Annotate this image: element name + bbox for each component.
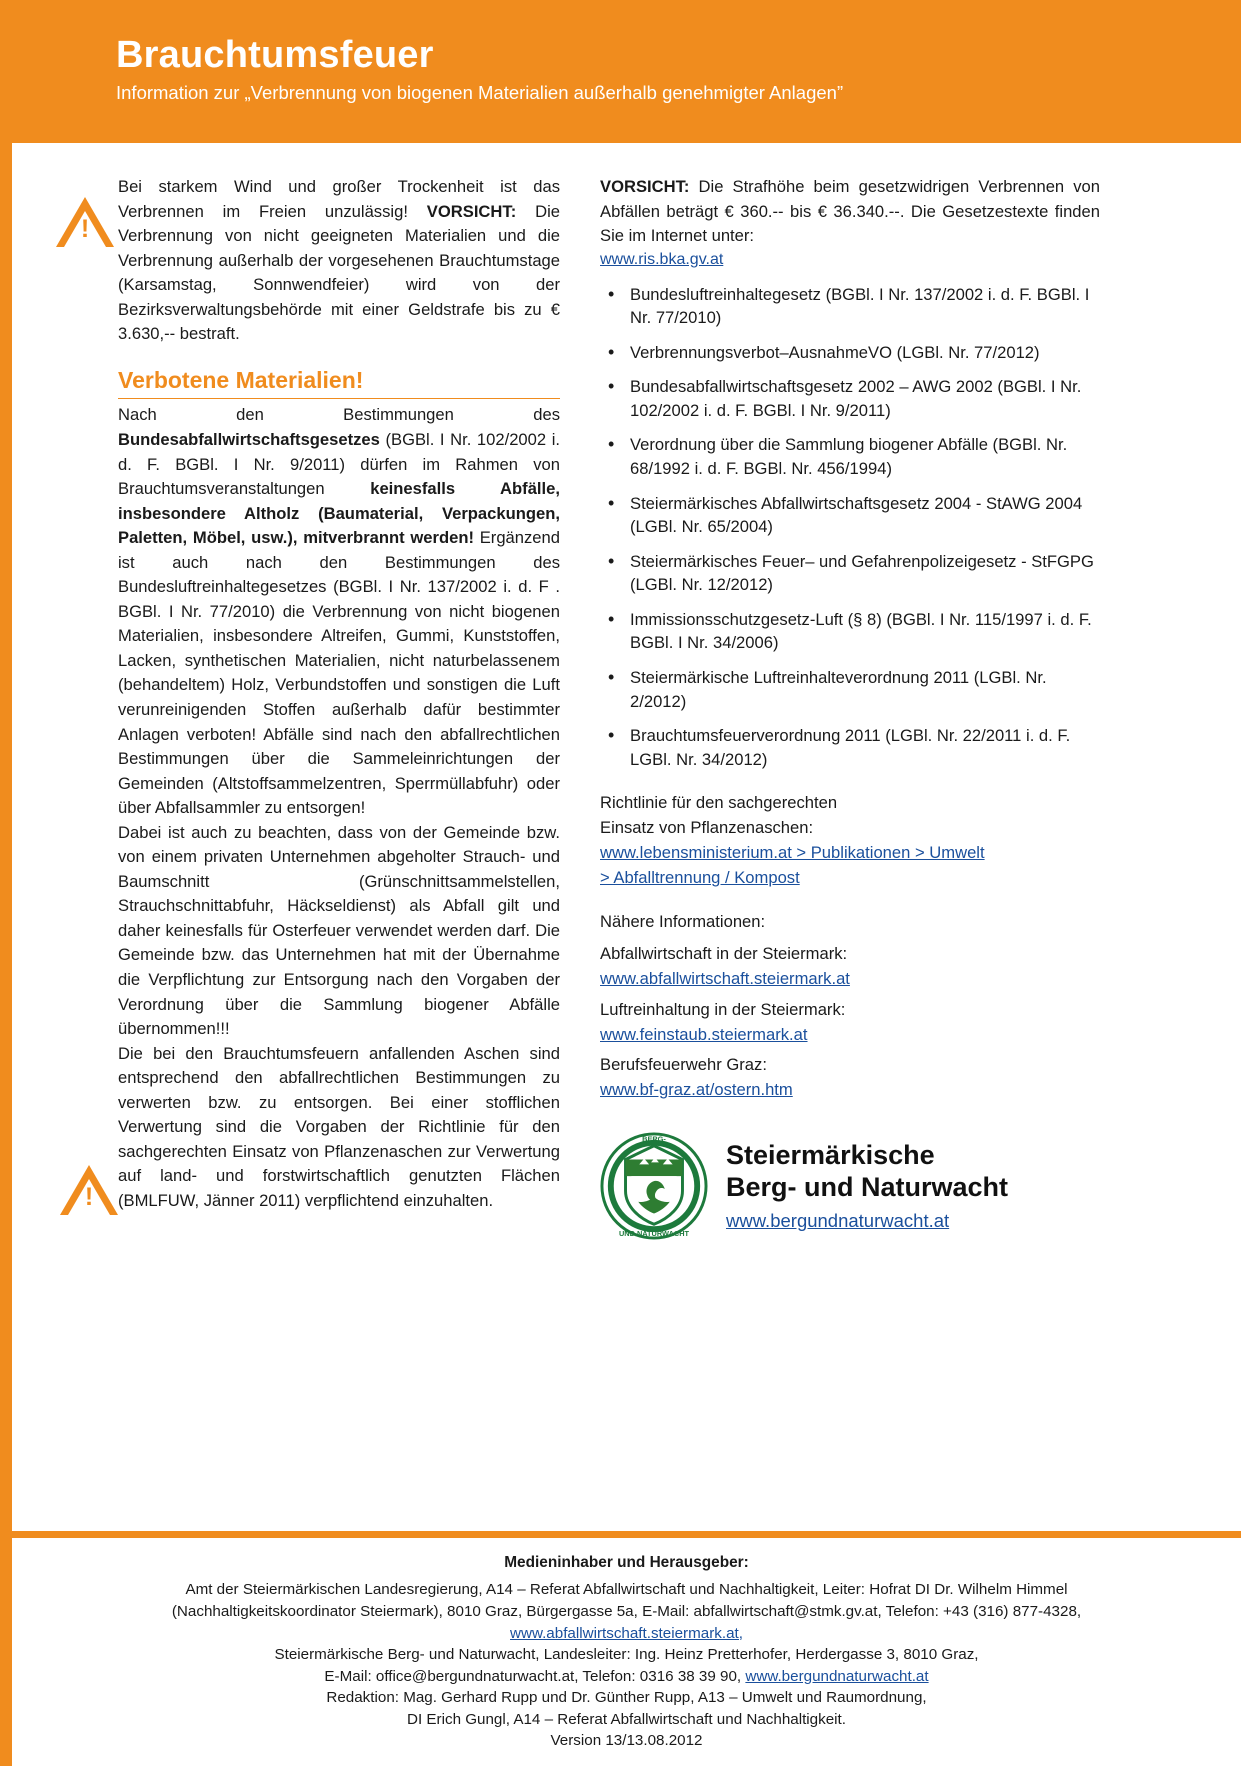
info-label-abfallwirtschaft: Abfallwirtschaft in der Steiermark:	[600, 944, 848, 964]
footer-link-bergundnaturwacht[interactable]: www.bergundnaturwacht.at	[745, 1667, 929, 1685]
page-title: Brauchtumsfeuer	[116, 34, 434, 76]
paragraph-gruenschnitt: Dabei ist auch zu beachten, dass von der Gemeinde bzw. von einem privaten Unternehmen abgeholter Strauch- und Baumschnitt (Grünschnittsammelstellen, Strauchschnittabfuhr, Häckseldienst) als Abfall gilt und daher keinesfalls für Osterfeuer verwendet werden darf. Die Gemeinde bzw. das Unternehmen hat mit der Übernahme die Verpflichtung zur Entsorgung nach den Vorgaben der Verordnung über die Sammlung biogener Abfälle übernommen!!!	[118, 822, 560, 1039]
warning-triangle-icon-bottom: !	[60, 1165, 120, 1219]
list-item: • Immissionsschutzgesetz-Luft (§ 8) (BGBl. I Nr. 115/1997 i. d. F. BGBl. I Nr. 34/2006)	[600, 608, 1100, 655]
para1-bold-1: Bundesabfallwirtschaftsgesetzes	[118, 429, 380, 449]
footer-line-4: Steiermärkische Berg- und Naturwacht, Landesleiter: Ing. Heinz Pretterhofer, Herdergasse 3, 8010 Graz,	[274, 1646, 979, 1664]
vorsicht-label-left: VORSICHT:	[426, 201, 517, 221]
warning-triangle-icon: !	[56, 197, 116, 251]
document-footer	[12, 1531, 1241, 1766]
footer-line-1: Amt der Steiermärkischen Landesregierung, A14 – Referat Abfallwirtschaft und Nachhaltigkeit, Leiter: Hofrat DI Dr. Wilhelm Himmel	[185, 1581, 1068, 1599]
list-item: • Verbrennungsverbot–AusnahmeVO (LGBl. Nr. 77/2012)	[600, 341, 1100, 365]
intro-text-1: Bei starkem Wind und großer Trockenheit ist das Verbrennen im Freien unzulässig!	[118, 177, 560, 221]
guideline-line-1: Richtlinie für den sachgerechten	[600, 793, 838, 813]
link-ris-bka[interactable]: www.ris.bka.gv.at	[600, 250, 724, 268]
footer-line-2: (Nachhaltigkeitskoordinator Steiermark), 8010 Graz, Bürgergasse 5a, E-Mail: abfallwirtschaft@stmk.gv.at, Telefon: +43 (316) 877-4328,	[171, 1602, 1082, 1620]
law-list	[600, 283, 1100, 772]
info-label-luftreinhaltung: Luftreinhaltung in der Steiermark:	[600, 999, 846, 1019]
right-column	[600, 175, 1100, 1240]
footer-line-3	[72, 1623, 1181, 1645]
intro-text-2: Die Verbrennung von nicht geeigneten Materialien und die Verbrennung außerhalb der vorgesehenen Brauchtumstage (Karsamstag, Sonnwendfeier) wird von der Bezirksverwaltungsbehörde mit einer Geldstrafe bis zu € 3.630,-- bestraft.	[118, 201, 560, 344]
link-abfallwirtschaft-steiermark[interactable]: www.abfallwirtschaft.steiermark.at	[600, 969, 850, 989]
organization-logo-row	[600, 1132, 1100, 1240]
organization-name-line2: Berg- und Naturwacht	[726, 1172, 1009, 1203]
strafhoehe-text: Die Strafhöhe beim gesetzwidrigen Verbrennen von Abfällen beträgt € 360.-- bis € 36.340.--. Die Gesetzestexte finden Sie im Internet unter:	[600, 177, 1100, 246]
footer-link-abfallwirtschaft[interactable]: www.abfallwirtschaft.steiermark.at,	[510, 1624, 743, 1642]
section-heading-verbotene-materialien: Verbotene Materialien!	[118, 367, 560, 400]
list-item: • Steiermärkische Luftreinhalteverordnung 2011 (LGBl. Nr. 2/2012)	[600, 666, 1100, 713]
para1-bold-2: keinesfalls Abfälle, insbesondere Altholz (Baumaterial, Verpackungen, Paletten, Möbel, usw.), mitverbrannt werden!	[118, 479, 560, 548]
list-item: • Bundesluftreinhaltegesetz (BGBl. I Nr. 137/2002 i. d. F. BGBl. I Nr. 77/2010)	[600, 283, 1100, 330]
berg-und-naturwacht-logo-icon	[600, 1132, 708, 1240]
footer-line-6: Redaktion: Mag. Gerhard Rupp und Dr. Günther Rupp, A13 – Umwelt und Raumordnung,	[326, 1689, 927, 1707]
list-item: • Verordnung über die Sammlung biogener Abfälle (BGBl. Nr. 68/1992 i. d. F. BGBl. Nr. 456/1994)	[600, 433, 1100, 480]
vorsicht-label-right: VORSICHT:	[600, 177, 690, 196]
content-columns	[12, 143, 1241, 1240]
svg-text:UND NATURWACHT: UND NATURWACHT	[618, 1228, 690, 1238]
organization-name	[726, 1139, 1008, 1233]
svg-text:BERG-: BERG-	[642, 1134, 666, 1144]
page-subtitle: Information zur „Verbrennung von biogenen Materialien außerhalb genehmigter Anlagen”	[116, 81, 844, 103]
intro-paragraph	[118, 175, 560, 347]
guideline-line-2: Einsatz von Pflanzenaschen:	[600, 818, 814, 838]
link-feinstaub-steiermark[interactable]: www.feinstaub.steiermark.at	[600, 1024, 808, 1044]
link-bergundnaturwacht[interactable]: www.bergundnaturwacht.at	[726, 1210, 950, 1232]
footer-line-5-text: E-Mail: office@bergundnaturwacht.at, Telefon: 0316 38 39 90,	[324, 1667, 746, 1685]
para1-part-e: Ergänzend ist auch nach den Bestimmungen des Bundesluftreinhaltegesetzes (BGBl. I Nr. 137/2002 i. d. F . BGBl. I Nr. 77/2010) die Verbrennung von nicht biogenen Materialien, insbesondere Altreifen, Gummi, Kunststoffen, Lacken, synthetischen Materialien, nicht naturbelassenem (behandeltem) Holz, Verbundstoffen und sonstigen die Luft verunreinigenden Stoffen außerhalb dafür bestimmter Anlagen verboten! Abfälle sind nach den abfallrechtlichen Bestimmungen über die Sammeleinrichtungen der Gemeinden (Altstoffsammelzentren, Sperrmüllabfuhr) oder über Abfallsammler zu entsorgen!	[118, 528, 560, 818]
organization-name-line1: Steiermärkische	[726, 1139, 935, 1170]
para1-part-a: Nach den Bestimmungen des	[118, 405, 560, 425]
document-header	[12, 0, 1241, 143]
footer-heading: Medieninhaber und Herausgeber:	[504, 1554, 749, 1572]
paragraph-bundesabfallwirtschaftsgesetz	[118, 403, 560, 820]
list-item: • Steiermärkisches Abfallwirtschaftsgesetz 2004 - StAWG 2004 (LGBl. Nr. 65/2004)	[600, 492, 1100, 539]
link-lebensministerium[interactable]: www.lebensministerium.at > Publikationen > Umwelt	[600, 843, 985, 863]
info-heading: Nähere Informationen:	[600, 912, 766, 932]
footer-version: Version 13/13.08.2012	[550, 1732, 703, 1750]
guideline-block	[600, 791, 1100, 890]
link-bf-graz[interactable]: www.bf-graz.at/ostern.htm	[600, 1079, 793, 1099]
left-column	[60, 175, 560, 1240]
list-item: • Steiermärkisches Feuer– und Gefahrenpolizeigesetz - StFGPG (LGBl. Nr. 12/2012)	[600, 550, 1100, 597]
list-item: • Brauchtumsfeuerverordnung 2011 (LGBl. Nr. 22/2011 i. d. F. LGBl. Nr. 34/2012)	[600, 724, 1100, 771]
list-item: • Bundesabfallwirtschaftsgesetz 2002 – AWG 2002 (BGBl. I Nr. 102/2002 i. d. F. BGBl. I Nr. 9/2011)	[600, 375, 1100, 422]
info-block	[600, 910, 1100, 1101]
footer-line-5	[72, 1666, 1181, 1688]
paragraph-strafhoehe	[600, 175, 1100, 249]
info-label-berufsfeuerwehr: Berufsfeuerwehr Graz:	[600, 1054, 767, 1074]
paragraph-aschen: Die bei den Brauchtumsfeuern anfallenden Aschen sind entsprechend den abfallrechtlichen Bestimmungen zu verwerten bzw. zu entsorgen. Bei einer stofflichen Verwertung sind die Vorgaben der Richtlinie für den sachgerechten Einsatz von Pflanzenaschen zur Verwertung auf land- und forstwirtschaftlich genutzten Flächen (BMLFUW, Jänner 2011) verpflichtend einzuhalten.	[118, 1043, 560, 1210]
para1-part-c: (BGBl. I Nr. 102/2002 i. d. F. BGBl. I Nr. 9/2011) dürfen im Rahmen von Brauchtumsveranstaltungen	[118, 429, 560, 499]
footer-line-7: DI Erich Gungl, A14 – Referat Abfallwirtschaft und Nachhaltigkeit.	[407, 1710, 846, 1728]
link-lebensministerium-cont[interactable]: > Abfalltrennung / Kompost	[600, 868, 800, 888]
